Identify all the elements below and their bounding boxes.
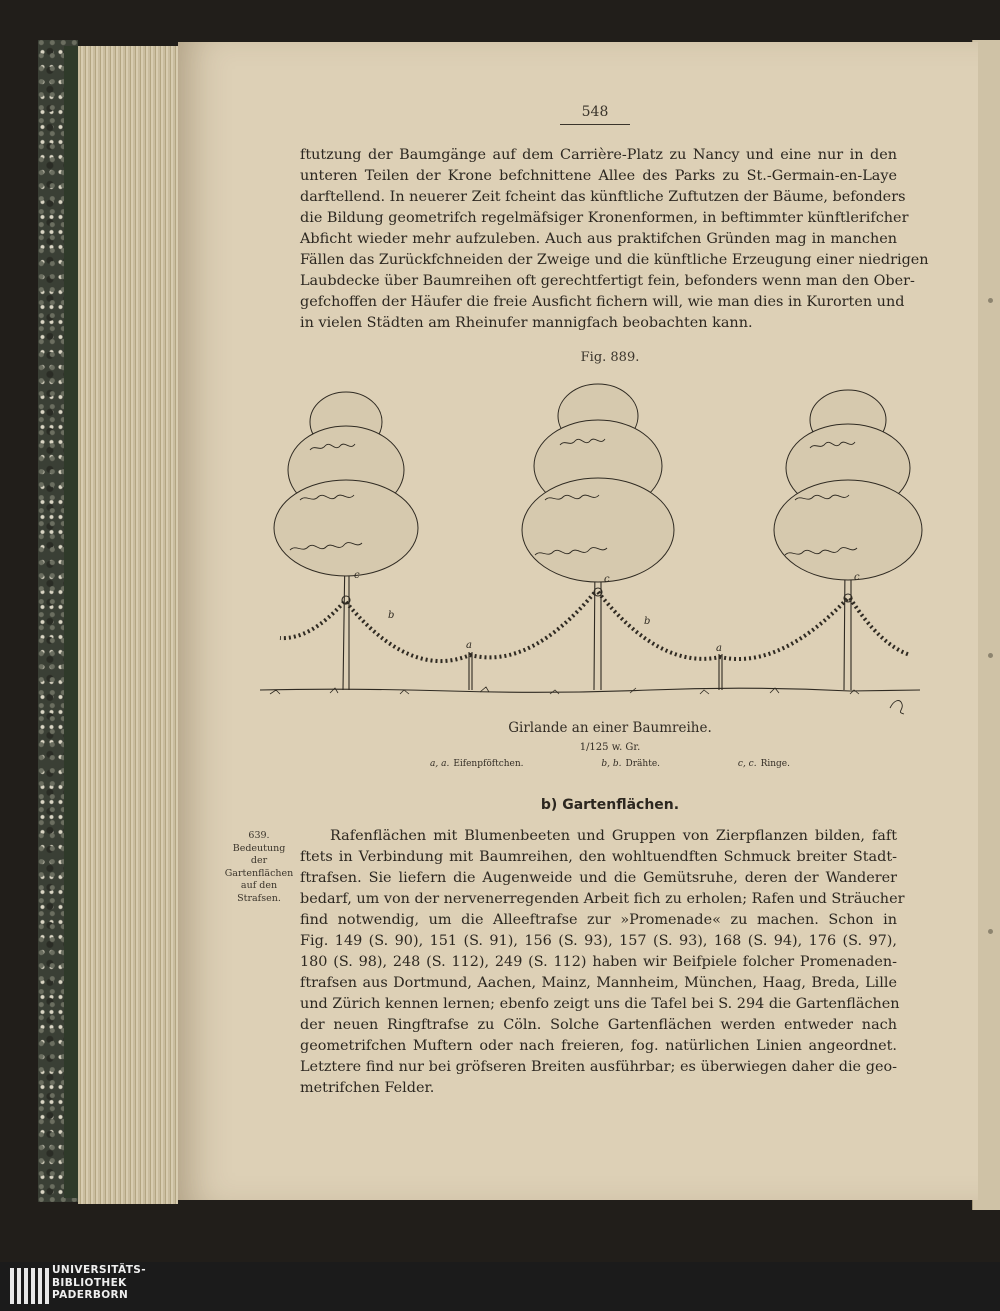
tree-crowns [274,384,922,582]
text-line: Abficht wieder mehr aufzuleben. Auch aus praktifchen Gründen mag in manchen [300,231,897,247]
label-b: b [644,616,651,627]
text-line: Laubdecke über Baumreihen oft gerechtfertigt fein, befonders wenn man den Ober- [300,273,915,289]
figure-scale: 1/125 w. Gr. [579,742,641,753]
figure-legend [430,759,790,769]
text-line: unteren Teilen der Krone befchnittene Allee des Parks zu St.-Germain-en-Laye [300,168,897,184]
text-line: geometrifchen Muftern oder nach freieren, fog. natürlichen Linien angeordnet. [300,1038,897,1054]
text-line: 180 (S. 98), 248 (S. 112), 249 (S. 112) haben wir Beifpiele folcher Promenaden- [300,954,897,970]
text-line: find notwendig, um die Alleeftrafse zur »Promenade« zu machen. Schon in [300,912,897,928]
text-line: metrifchen Felder. [300,1080,435,1096]
text-line: ftets in Verbindung mit Baumreihen, den wohltuendften Schmuck breiter Stadt- [300,849,897,865]
label-a: a [466,640,472,651]
label-c: c [854,572,860,583]
label-b: b [388,610,395,621]
label-c: c [354,570,360,581]
library-logo-icon [10,1268,49,1304]
paragraph-2 [300,826,905,1099]
margin-note: 639. Bedeutung der Gartenflächen auf den Strafsen. [224,830,294,904]
garland-tree-illustration [250,370,940,730]
text-line: Rafenflächen mit Blumenbeeten und Gruppen von Zierpflanzen bilden, faft [330,828,897,844]
legend-item: b, b. Drähte. [601,759,661,769]
text-line: Fig. 149 (S. 90), 151 (S. 91), 156 (S. 93), 157 (S. 93), 168 (S. 94), 176 (S. 97), [300,933,897,949]
label-a: a [716,643,722,654]
page-edges [78,46,178,1204]
text-line: ftrafsen aus Dortmund, Aachen, Mainz, Mannheim, München, Haag, Breda, Lille [300,975,897,991]
text-line: und Zürich kennen lernen; ebenfo zeigt uns die Tafel bei S. 294 die Gartenflächen [300,996,900,1012]
book-spine [64,46,78,1198]
page-number-rule [560,124,630,125]
legend-item: c, c. Ringe. [737,759,790,769]
text-line: gefchoffen der Häufer die freie Ausficht fichern will, wie man dies in Kurorten und [300,294,905,310]
text-line: darftellend. In neuerer Zeit fcheint das künftliche Zuftutzen der Bäume, befonders [300,189,906,205]
library-footer-bar [0,1262,1000,1311]
text-line: ftrafsen. Sie liefern die Augenweide und die Gemütsruhe, deren der Wanderer [300,870,897,886]
legend-item: a, a. Eifenpföftchen. [430,759,524,769]
text-line: die Bildung geometrifch regelmäfsiger Kronenformen, in beftimmter künftlerifcher [300,210,909,226]
text-line: Fällen das Zurückfchneiden der Zweige und die künftliche Erzeugung einer niedrigen [300,252,929,268]
text-line: Letztere find nur bei gröfseren Breiten ausführbar; es überwiegen daher die geo- [300,1059,897,1075]
page-number: 548 [581,104,609,120]
label-c: c [604,574,610,585]
library-name: UNIVERSITÄTS- BIBLIOTHEK PADERBORN [52,1264,147,1301]
paragraph-1 [300,145,929,334]
section-heading: b) Gartenflächen. [540,797,680,813]
text-line: ftutzung der Baumgänge auf dem Carrière-Platz zu Nancy und eine nur in den [300,147,897,163]
text-line: bedarf, um von der nervenerregenden Arbeit fich zu erholen; Rafen und Sträucher [300,891,905,907]
text-line: der neuen Ringftrafse zu Cöln. Solche Gartenflächen werden entweder nach [300,1017,897,1033]
figure-label: Fig. 889. [580,350,640,365]
figure-caption: Girlande an einer Baumreihe. [508,720,712,736]
text-line: in vielen Städten am Rheinufer mannigfach beobachten kann. [300,315,753,331]
